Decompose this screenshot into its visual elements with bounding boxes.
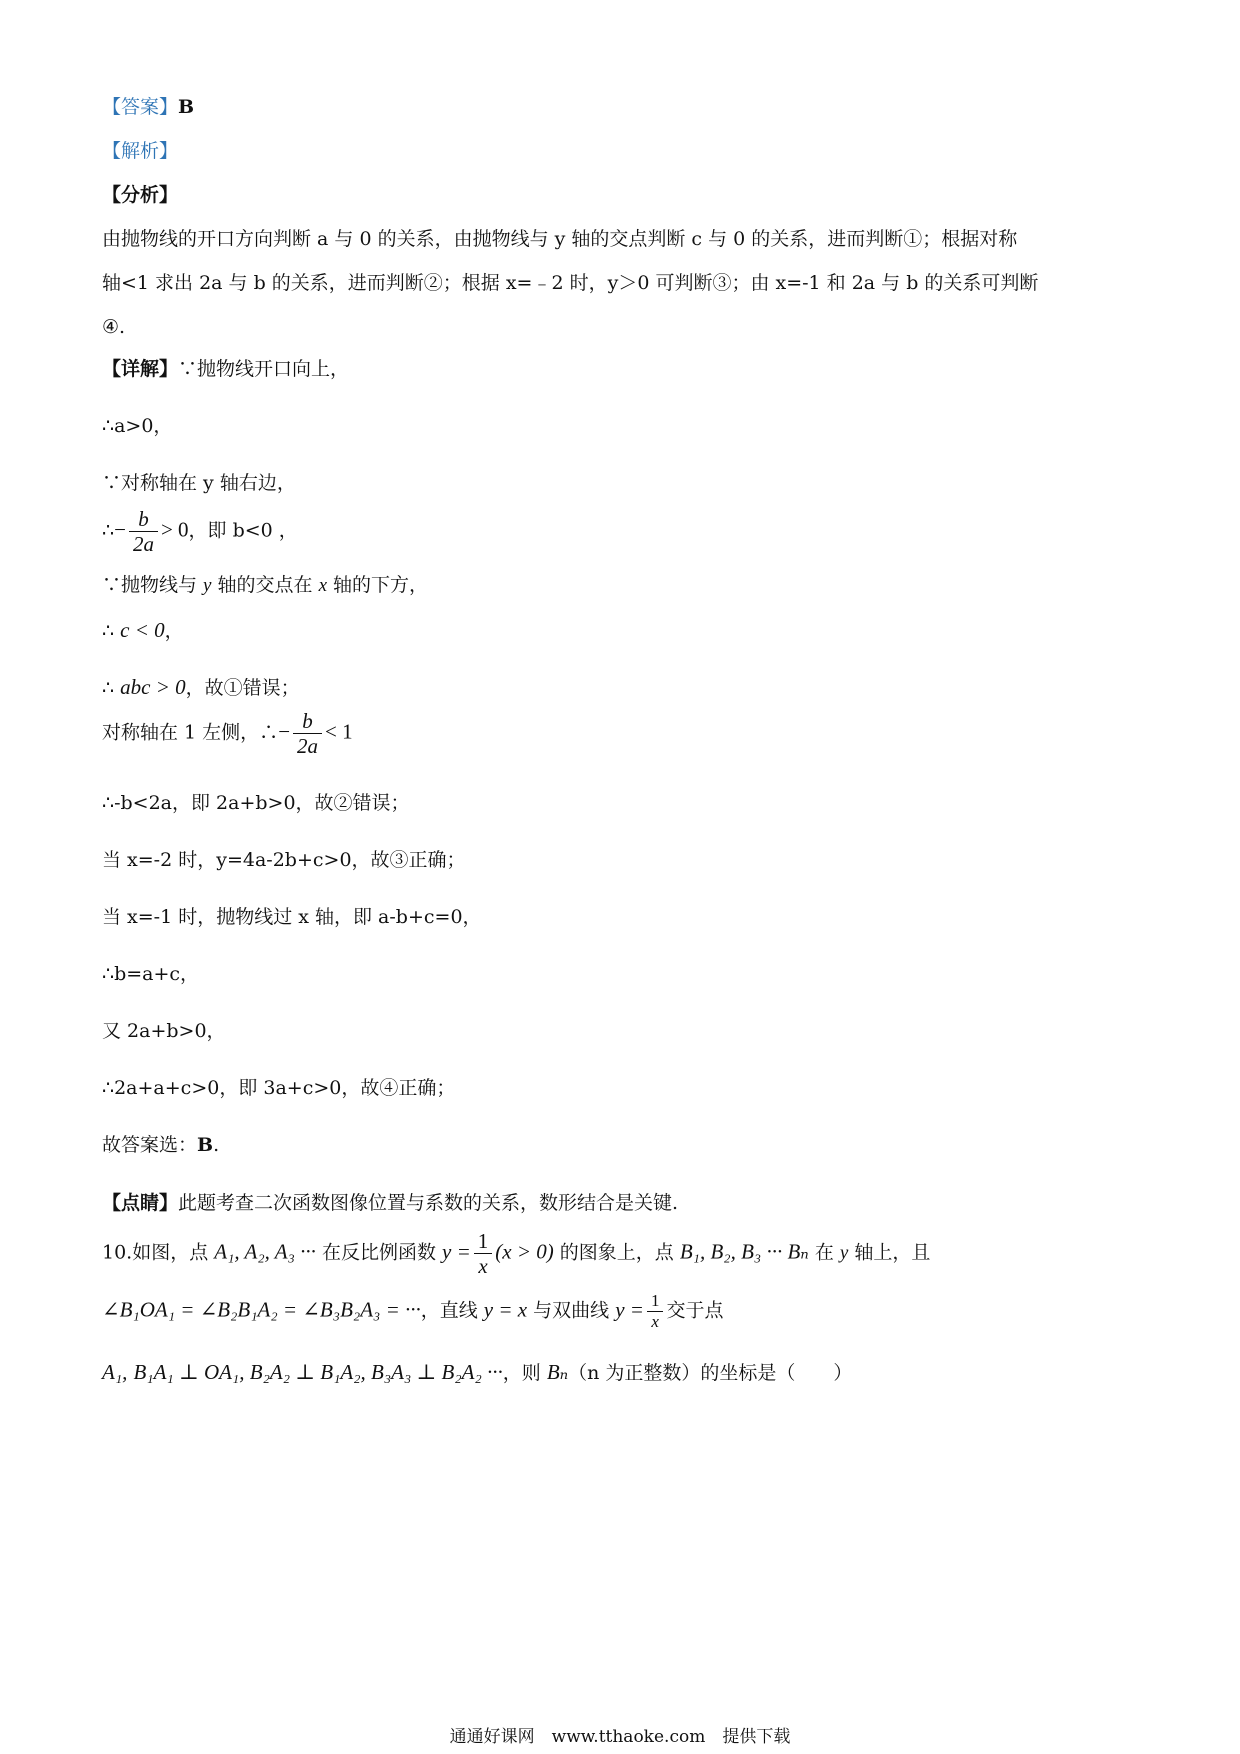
- detail-label: 【详解】: [102, 358, 179, 380]
- fraction-1-over-x-small: $\frac{1}{x}$: [647, 1292, 664, 1331]
- step-abc: ∴ abc > 0，故①错误；: [102, 675, 300, 699]
- analysis-line-1: 由抛物线的开口方向判断 a 与 0 的关系，由抛物线与 y 轴的交点判断 c 与 0 的关系，进而判断①；根据对称: [102, 228, 1018, 250]
- jiexi-label: 【解析】: [102, 140, 179, 162]
- conclusion-line: 故答案选：B.: [102, 1134, 220, 1156]
- step-a: ∴a>0，: [102, 415, 173, 437]
- fraction-1-over-x: $\frac{1}{x}$: [474, 1230, 493, 1277]
- answer-line: [102, 96, 194, 119]
- question-10-line-1: 10.如图，点 A₁, A₂, A₃ ··· 在反比例函数 y = $\frac{1}{x}$ (x > 0) 的图象上，点 B₁, B₂, B₃ ··· Bₙ 在 y 轴上，且: [102, 1229, 931, 1279]
- step-line: 当 x=-1 时，抛物线过 x 轴，即 a-b+c=0，: [102, 906, 482, 928]
- question-10-line-3: A₁, B₁A₁ ⊥ OA₁, B₂A₂ ⊥ B₁A₂, B₃A₃ ⊥ B₂A₂ ···，则 Bₙ（n 为正整数）的坐标是（ ）: [102, 1360, 853, 1384]
- dianjing-line: 【点睛】此题考查二次函数图像位置与系数的关系，数形结合是关键.: [102, 1192, 679, 1214]
- step-frac: ∴− $\frac{b}{2a}$ > 0，即 b<0 ，: [102, 507, 298, 557]
- detail-first: ∵抛物线开口向上，: [178, 358, 350, 380]
- step-line: 当 x=-2 时，y=4a-2b+c>0，故③正确；: [102, 849, 466, 871]
- step-intersection: ∵抛物线与 y 轴的交点在 x 轴的下方，: [102, 574, 429, 596]
- fenxi-label: 【分析】: [102, 184, 179, 206]
- step-left: 对称轴在 1 左侧，∴− $\frac{b}{2a}$ < 1: [102, 709, 353, 759]
- step-c: ∴ c < 0，: [102, 618, 184, 642]
- fraction-b-over-2a: $\frac{b}{2a}$: [129, 508, 158, 555]
- answer-value: B: [178, 96, 195, 118]
- answer-label: 【答案】: [102, 96, 179, 118]
- step-line: 又 2a+b>0，: [102, 1020, 226, 1042]
- step-line: ∴b=a+c，: [102, 963, 200, 985]
- dianjing-label: 【点睛】: [102, 1192, 179, 1214]
- step-frac-prefix: ∴: [102, 519, 115, 542]
- page-footer: 通通好课网 www.tthaoke.com 提供下载: [449, 1727, 791, 1747]
- analysis-line-2: 轴<1 求出 2a 与 b 的关系，进而判断②；根据 x=﹣2 时，y＞0 可判断③；由 x=-1 和 2a 与 b 的关系可判断: [102, 272, 1039, 294]
- analysis-line-3: ④.: [102, 316, 126, 338]
- step-axis: ∵对称轴在 y 轴右边，: [102, 472, 296, 494]
- fraction-b-over-2a-second: $\frac{b}{2a}$: [293, 710, 322, 757]
- question-10-line-2: ∠B₁OA₁ = ∠B₂B₁A₂ = ∠B₃B₂A₃ = ···，直线 y = x 与双曲线 y = $\frac{1}{x}$ 交于点: [102, 1291, 724, 1331]
- detail-line: [102, 358, 349, 381]
- step-line: ∴-b<2a，即 2a+b>0，故②错误；: [102, 792, 410, 814]
- step-line: ∴2a+a+c>0，即 3a+c>0，故④正确；: [102, 1077, 456, 1099]
